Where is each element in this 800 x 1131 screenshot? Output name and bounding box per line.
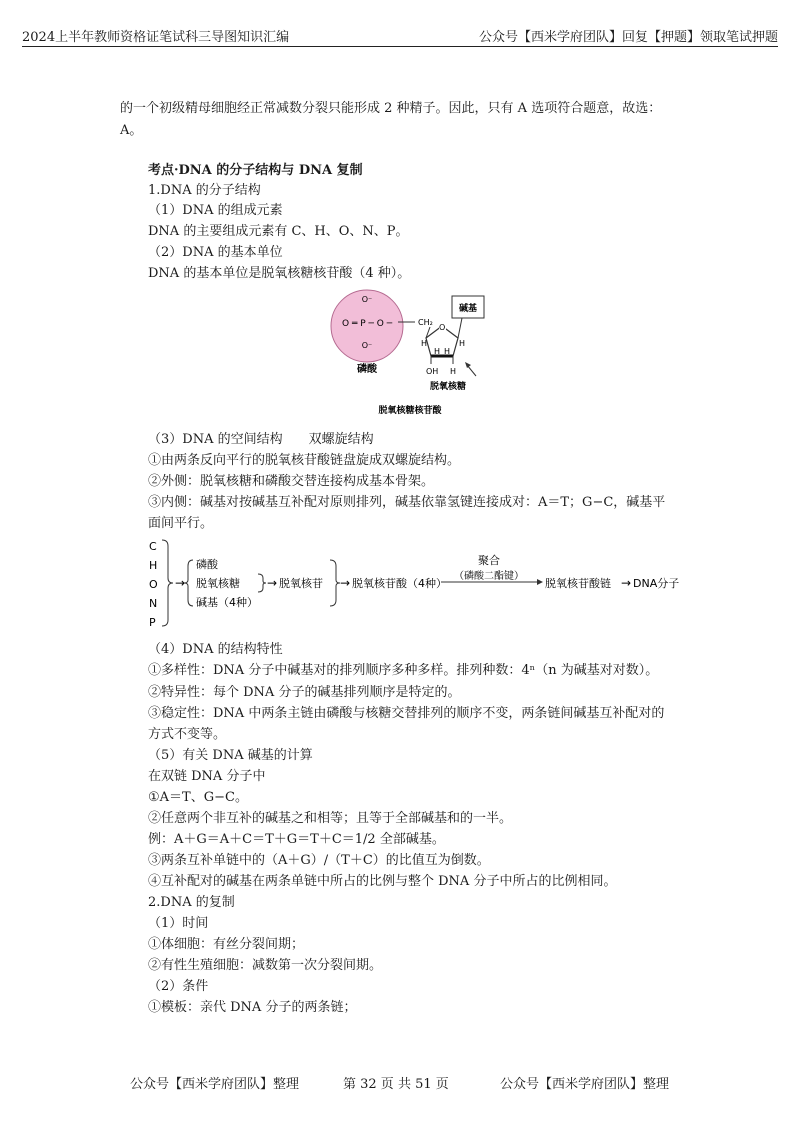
text-line: ③内侧：碱基对按碱基互补配对原则排列，碱基依靠氢键连接成对：A＝T；G−C，碱基平 [148, 495, 666, 510]
text-line: ①A＝T、G−C。 [148, 790, 248, 805]
arrow-glyph: → [175, 576, 186, 590]
ring-oxygen: O [439, 323, 446, 332]
element-label: C [149, 540, 157, 553]
text-line: ③稳定性：DNA 中两条主链由磷酸与核糖交替排列的顺序不变，两条链间碱基互补配对的 [148, 706, 665, 721]
element-label: N [149, 597, 158, 610]
figure-caption: 脱氧核糖核苷酸 [378, 406, 442, 416]
text-line: 方式不变等。 [148, 727, 227, 742]
element-label: O [149, 578, 158, 591]
text-line: ③两条互补单链中的（A＋G）/（T＋C）的比值互为倒数。 [148, 853, 490, 868]
nucleoside-label: 脱氧核苷 [279, 577, 323, 590]
ring-h: H [459, 339, 466, 348]
ring-h: H [434, 347, 441, 356]
dna-label: DNA分子 [633, 577, 680, 590]
phosphate-label: 磷酸 [357, 364, 377, 375]
group-item: 碱基（4种） [196, 596, 258, 609]
item-title: （1）时间 [148, 916, 209, 931]
ring-h: H [421, 339, 428, 348]
polymerization-label: 聚合 [478, 554, 500, 567]
ring-h: H [450, 367, 457, 376]
bond-label: （磷酸二酯键） [454, 571, 524, 582]
item-title: （1）DNA 的组成元素 [148, 203, 283, 218]
paragraph-line: A。 [120, 123, 143, 138]
phosphate-o-top: O⁻ [361, 295, 373, 304]
item-title: （2）条件 [148, 979, 209, 994]
text-line: ②特异性：每个 DNA 分子的碱基排列顺序是特定的。 [148, 685, 461, 700]
item-title: （4）DNA 的结构特性 [148, 642, 283, 657]
header-promo: 公众号【西米学府团队】回复【押题】领取笔试押题 [478, 30, 778, 45]
phosphate-o-bottom: O⁻ [361, 341, 373, 350]
group-item: 磷酸 [196, 558, 218, 571]
subsection-title: 1.DNA 的分子结构 [148, 183, 261, 198]
text-line: ①多样性：DNA 分子中碱基对的排列顺序多种多样。排列种数：4ⁿ（n 为碱基对对数）。 [148, 663, 659, 678]
page-number: 第 32 页 共 51 页 [343, 1077, 449, 1092]
oh-group: OH [426, 367, 439, 376]
text-line: DNA 的主要组成元素有 C、H、O、N、P。 [148, 224, 409, 239]
item-title: （5）有关 DNA 碱基的计算 [148, 748, 313, 763]
text-line: 例：A＋G＝A＋C＝T＋G＝T＋C＝1/2 全部碱基。 [148, 832, 445, 847]
arrow-glyph: → [621, 576, 632, 590]
ch2-label: CH₂ [418, 318, 433, 327]
text-line: 面间平行。 [148, 516, 214, 531]
element-label: H [149, 559, 158, 572]
arrow-glyph: → [267, 576, 278, 590]
text-line: ①模板：亲代 DNA 分子的两条链； [148, 1000, 357, 1015]
subsection-title: 2.DNA 的复制 [148, 895, 235, 910]
text-line: ①由两条反向平行的脱氧核苷酸链盘旋成双螺旋结构。 [148, 453, 461, 468]
nucleotide-label: 脱氧核苷酸（4种） [352, 577, 447, 590]
element-label: P [149, 616, 156, 629]
section-heading: 考点·DNA 的分子结构与 DNA 复制 [148, 163, 363, 178]
footer-right: 公众号【西米学府团队】整理 [500, 1077, 670, 1092]
arrow-glyph: → [340, 576, 351, 590]
header-title: 2024上半年教师资格证笔试科三导图知识汇编 [22, 30, 290, 45]
base-label: 碱基 [458, 304, 478, 314]
text-line: ②外侧：脱氧核糖和磷酸交替连接构成基本骨架。 [148, 474, 435, 489]
paragraph-line: 的一个初级精母细胞经正常减数分裂只能形成 2 种精子。因此，只有 A 选项符合题意，故选： [120, 101, 662, 116]
text-line: 在双链 DNA 分子中 [148, 769, 266, 784]
nucleotide-figure [330, 288, 510, 420]
group-item: 脱氧核糖 [196, 577, 240, 590]
sugar-label: 脱氧核糖 [429, 382, 467, 392]
composition-flow-diagram [145, 536, 690, 634]
ring-h: H [444, 347, 451, 356]
text-line: ②有性生殖细胞：减数第一次分裂间期。 [148, 958, 383, 973]
footer-left: 公众号【西米学府团队】整理 [130, 1077, 300, 1092]
item-title: （3）DNA 的空间结构 双螺旋结构 [148, 432, 374, 447]
header-divider [22, 46, 778, 47]
text-line: ①体细胞：有丝分裂间期； [148, 937, 305, 952]
text-line: ②任意两个非互补的碱基之和相等；且等于全部碱基和的一半。 [148, 811, 513, 826]
chain-label: 脱氧核苷酸链 [545, 577, 611, 590]
phosphate-row: O ═ P ─ O ─ [342, 319, 393, 329]
item-title: （2）DNA 的基本单位 [148, 245, 283, 260]
text-line: ④互补配对的碱基在两条单链中所占的比例与整个 DNA 分子中所占的比例相同。 [148, 874, 617, 889]
text-line: DNA 的基本单位是脱氧核糖核苷酸（4 种）。 [148, 266, 411, 281]
